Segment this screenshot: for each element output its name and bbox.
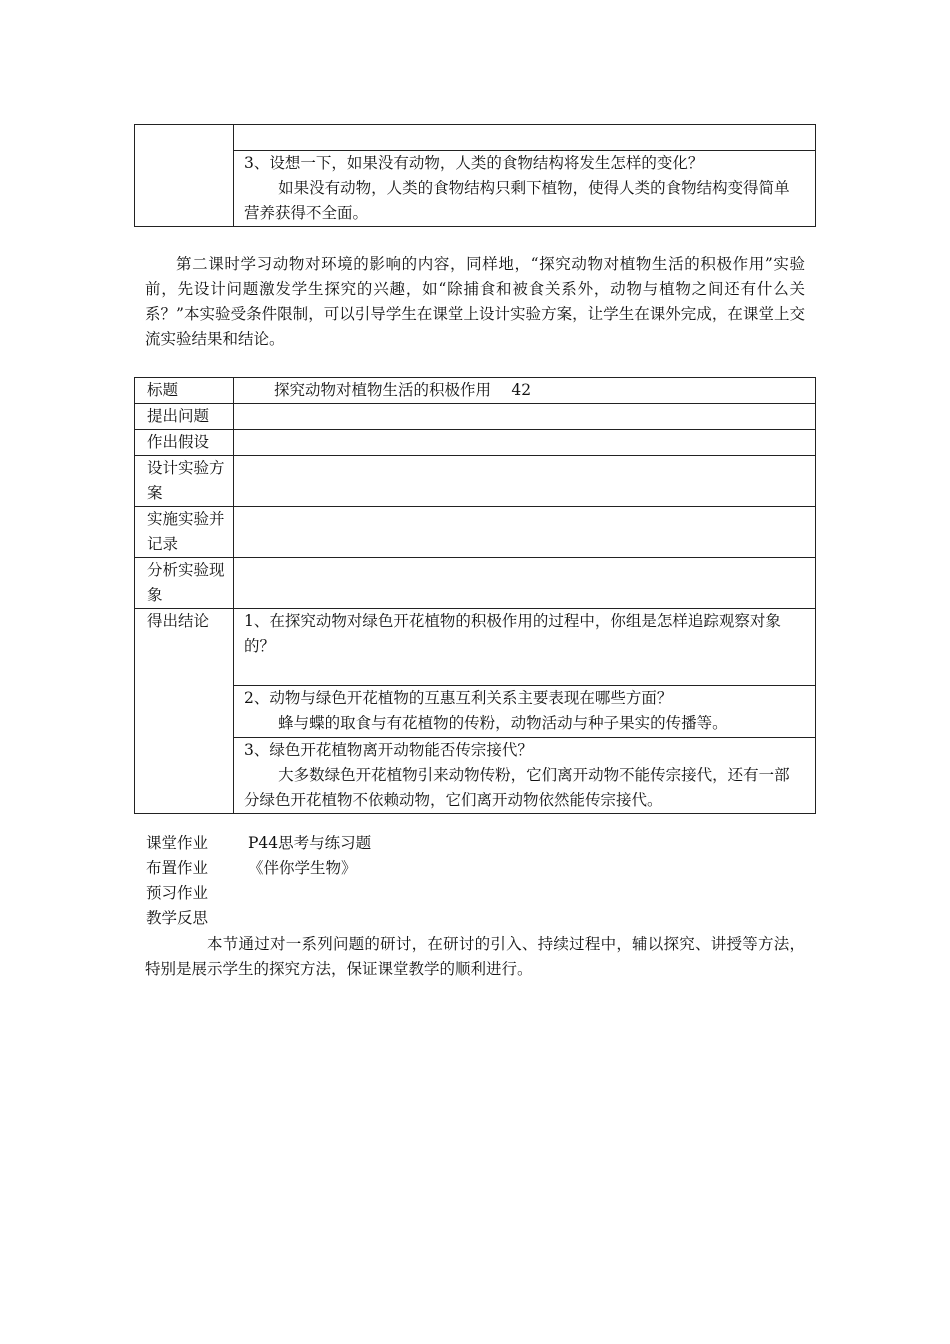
row-value [234,430,816,456]
row-label: 设计实验方案 [135,456,234,507]
conclusion-label: 得出结论 [135,609,234,814]
homework-value: 《伴你学生物》 [248,859,357,877]
conclusion-1-cell [234,609,816,686]
conclusion-2-question: 2、动物与绿色开花植物的互惠互利关系主要表现在哪些方面？ [244,689,673,707]
conclusion-3-cell [234,738,816,814]
conclusion-2-cell [234,686,816,738]
question-3-cell [234,151,816,227]
empty-label-cell [135,125,234,227]
homework-item [146,856,371,881]
homework-item [146,881,371,906]
empty-content-cell [234,125,816,151]
question-3-text: 3、设想一下，如果没有动物，人类的食物结构将发生怎样的变化？ [244,154,704,172]
title-value: 探究动物对植物生活的积极作用 42 [234,378,816,404]
row-value [234,456,816,507]
conclusion-1-question: 1、在探究动物对绿色开花植物的积极作用的过程中，你组是怎样追踪观察对象的？ [244,612,781,655]
homework-item [146,906,371,931]
row-value [234,404,816,430]
homework-key: 布置作业 [146,859,209,877]
continued-table [134,124,816,227]
question-3-answer: 如果没有动物，人类的食物结构只剩下植物，使得人类的食物结构变得简单营养获得不全面。 [244,179,790,222]
lesson-paragraph: 第二课时学习动物对环境的影响的内容，同样地，“探究动物对植物生活的积极作用”实验前，先设计问题激发学生探究的兴趣，如“除捕食和被食关系外，动物与植物之间还有什么关系？”本实验受条件限制，可以引导学生在课堂上设计实验方案，让学生在课外完成，在课堂上交流实验结果和结论。 [145,255,805,348]
reflection-paragraph: 本节通过对一系列问题的研讨，在研讨的引入、持续过程中，辅以探究、讲授等方法，特别是展示学生的探究方法，保证课堂教学的顺利进行。 [145,935,805,978]
conclusion-3-answer: 大多数绿色开花植物引来动物传粉，它们离开动物不能传宗接代，还有一部分绿色开花植物不依赖动物，它们离开动物依然能传宗接代。 [244,766,790,809]
homework-value: P44思考与练习题 [248,834,372,852]
homework-key: 教学反思 [146,909,209,927]
row-label: 提出问题 [135,404,234,430]
homework-item [146,831,371,856]
experiment-table [134,377,816,814]
row-label: 分析实验现象 [135,558,234,609]
row-value [234,507,816,558]
row-label: 实施实验并记录 [135,507,234,558]
homework-key: 预习作业 [146,884,209,902]
title-label: 标题 [135,378,234,404]
conclusion-2-answer: 蜂与蝶的取食与有花植物的传粉，动物活动与种子果实的传播等。 [278,714,728,732]
row-value [234,558,816,609]
row-label: 作出假设 [135,430,234,456]
homework-key: 课堂作业 [146,834,209,852]
homework-list [146,831,371,931]
conclusion-3-question: 3、绿色开花植物离开动物能否传宗接代？ [244,741,533,759]
